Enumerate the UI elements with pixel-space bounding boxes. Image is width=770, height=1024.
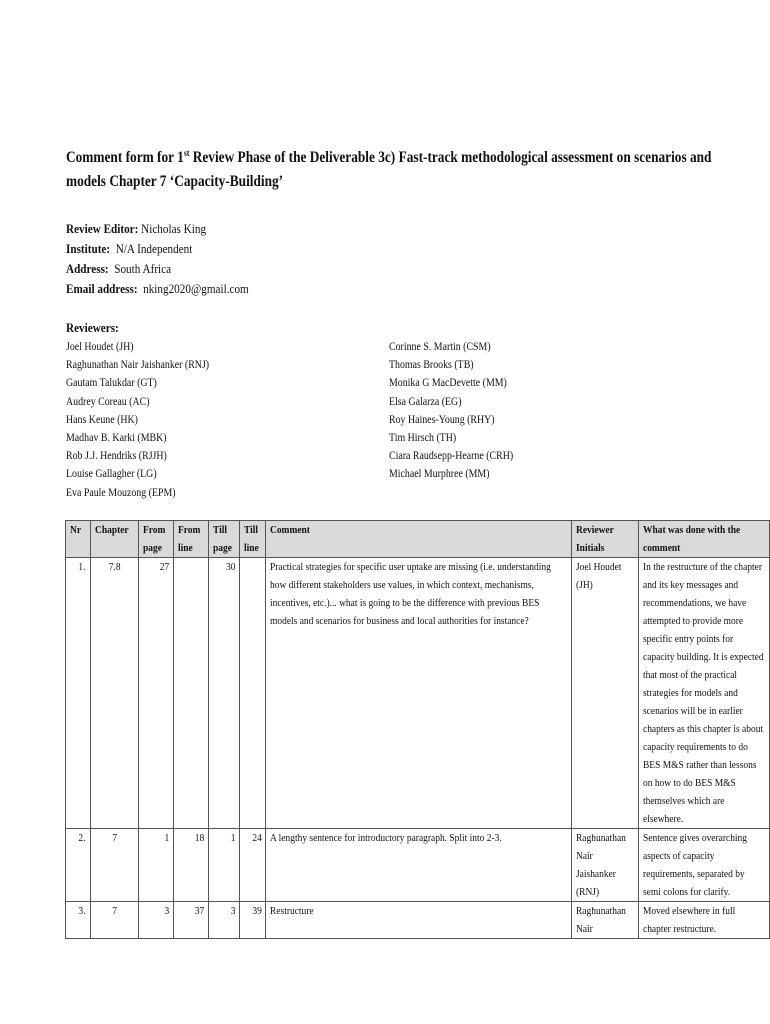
comments-table (65, 520, 770, 939)
reviewer-item: Elsa Galarza (EG) (389, 395, 462, 408)
review-editor-label: Review Editor: (66, 221, 139, 236)
email-row (66, 279, 249, 299)
cell-reviewer: Raghunathan Nair Jaishanker (RNJ) (572, 829, 639, 902)
reviewer-item: Hans Keune (HK) (66, 413, 138, 426)
reviewers-list-right (389, 338, 513, 484)
address-row (66, 259, 249, 279)
reviewer-item: Raghunathan Nair Jaishanker (RNJ) (66, 359, 210, 372)
title-suffix: Review Phase of the Deliverable 3c) Fast-track methodological assessment on scenarios and (189, 149, 712, 166)
cell-till-page: 3 (209, 902, 240, 939)
header-nr: Nr (66, 521, 91, 558)
cell-reviewer: Raghunathan Nair (572, 902, 639, 939)
reviewer-item: Rob J.J. Hendriks (RJJH) (66, 450, 167, 463)
cell-nr: 3. (66, 902, 91, 939)
cell-till-page: 1 (209, 829, 240, 902)
cell-from-line: 18 (174, 829, 209, 902)
institute-value: N/A Independent (115, 241, 193, 256)
cell-action: In the restructure of the chapter and its key messages and recommendations, we have attempted to provide more specific entry points for capacity building. It is expected that most of the practical strategies for models and scenarios will be in earlier chapters as this chapter is about capacity requirements to do BES M&S rather than lessons on how to do BES M&S themselves which are elsewhere. (639, 558, 770, 829)
reviewers-heading: Reviewers: (66, 320, 119, 335)
cell-nr: 1. (66, 558, 91, 829)
email-label: Email address: (66, 281, 138, 296)
cell-from-page: 27 (139, 558, 174, 829)
cell-till-line: 39 (240, 902, 266, 939)
reviewer-item: Ciara Raudsepp-Hearne (CRH) (389, 450, 514, 463)
header-till-line: Till line (240, 521, 266, 558)
email-value[interactable]: nking2020@gmail.com (143, 281, 249, 296)
cell-till-line: 24 (240, 829, 266, 902)
reviewer-item: Eva Paule Mouzong (EPM) (66, 486, 176, 499)
reviewer-item: Gautam Talukdar (GT) (66, 377, 157, 390)
cell-comment: Restructure (266, 902, 572, 939)
reviewer-item: Michael Murphree (MM) (389, 468, 490, 481)
address-label: Address: (66, 261, 109, 276)
institute-row (66, 239, 249, 259)
title-prefix: Comment form for 1 (66, 149, 184, 166)
header-chapter: Chapter (90, 521, 138, 558)
reviewer-item: Tim Hirsch (TH) (389, 431, 457, 444)
cell-from-line: 37 (174, 902, 209, 939)
review-editor-row (66, 219, 249, 239)
cell-action: Moved elsewhere in full chapter restructure. (639, 902, 770, 939)
reviewer-item: Madhav B. Karki (MBK) (66, 431, 167, 444)
cell-till-line (240, 558, 266, 829)
reviewer-item: Monika G MacDevette (MM) (389, 377, 507, 390)
cell-comment: A lengthy sentence for introductory paragraph. Split into 2-3. (266, 829, 572, 902)
reviewer-item: Roy Haines-Young (RHY) (389, 413, 495, 426)
cell-from-page: 1 (139, 829, 174, 902)
reviewer-item: Thomas Brooks (TB) (389, 359, 474, 372)
header-till-page: Till page (209, 521, 240, 558)
header-reviewer-initials: Reviewer Initials (572, 521, 639, 558)
review-editor-value: Nicholas King (141, 221, 207, 236)
title-superscript: st (183, 147, 190, 158)
title-line-1 (66, 146, 712, 170)
cell-comment: Practical strategies for specific user uptake are missing (i.e. understanding how different stakeholders use values, in which context, mechanisms, incentives, etc.)... what is going to be the difference with previous BES models and scenarios for business and local authorities for instance? (266, 558, 572, 829)
reviewers-list-left (66, 338, 209, 502)
header-from-line: From line (174, 521, 209, 558)
document-title (66, 146, 712, 194)
header-from-page: From page (139, 521, 174, 558)
cell-reviewer: Joel Houdet (JH) (572, 558, 639, 829)
reviewer-item: Corinne S. Martin (CSM) (389, 341, 491, 353)
reviewer-item: Joel Houdet (JH) (66, 341, 134, 353)
title-line-2: models Chapter 7 ‘Capacity-Building’ (66, 173, 284, 190)
cell-chapter: 7 (90, 829, 138, 902)
cell-chapter: 7.8 (90, 558, 138, 829)
table-row (66, 829, 770, 902)
cell-action: Sentence gives overarching aspects of capacity requirements, separated by semi colons for clarify. (639, 829, 770, 902)
table-row (66, 902, 770, 939)
header-action-taken: What was done with the comment (639, 521, 770, 558)
cell-till-page: 30 (209, 558, 240, 829)
cell-nr: 2. (66, 829, 91, 902)
header-comment: Comment (266, 521, 572, 558)
table-row (66, 558, 770, 829)
institute-label: Institute: (66, 241, 111, 256)
reviewer-item: Louise Gallagher (LG) (66, 468, 157, 481)
table-header-row (66, 521, 770, 558)
cell-from-line (174, 558, 209, 829)
reviewer-item: Audrey Coreau (AC) (66, 395, 150, 408)
cell-from-page: 3 (139, 902, 174, 939)
address-value: South Africa (114, 261, 172, 276)
editor-info (66, 219, 249, 299)
cell-chapter: 7 (90, 902, 138, 939)
